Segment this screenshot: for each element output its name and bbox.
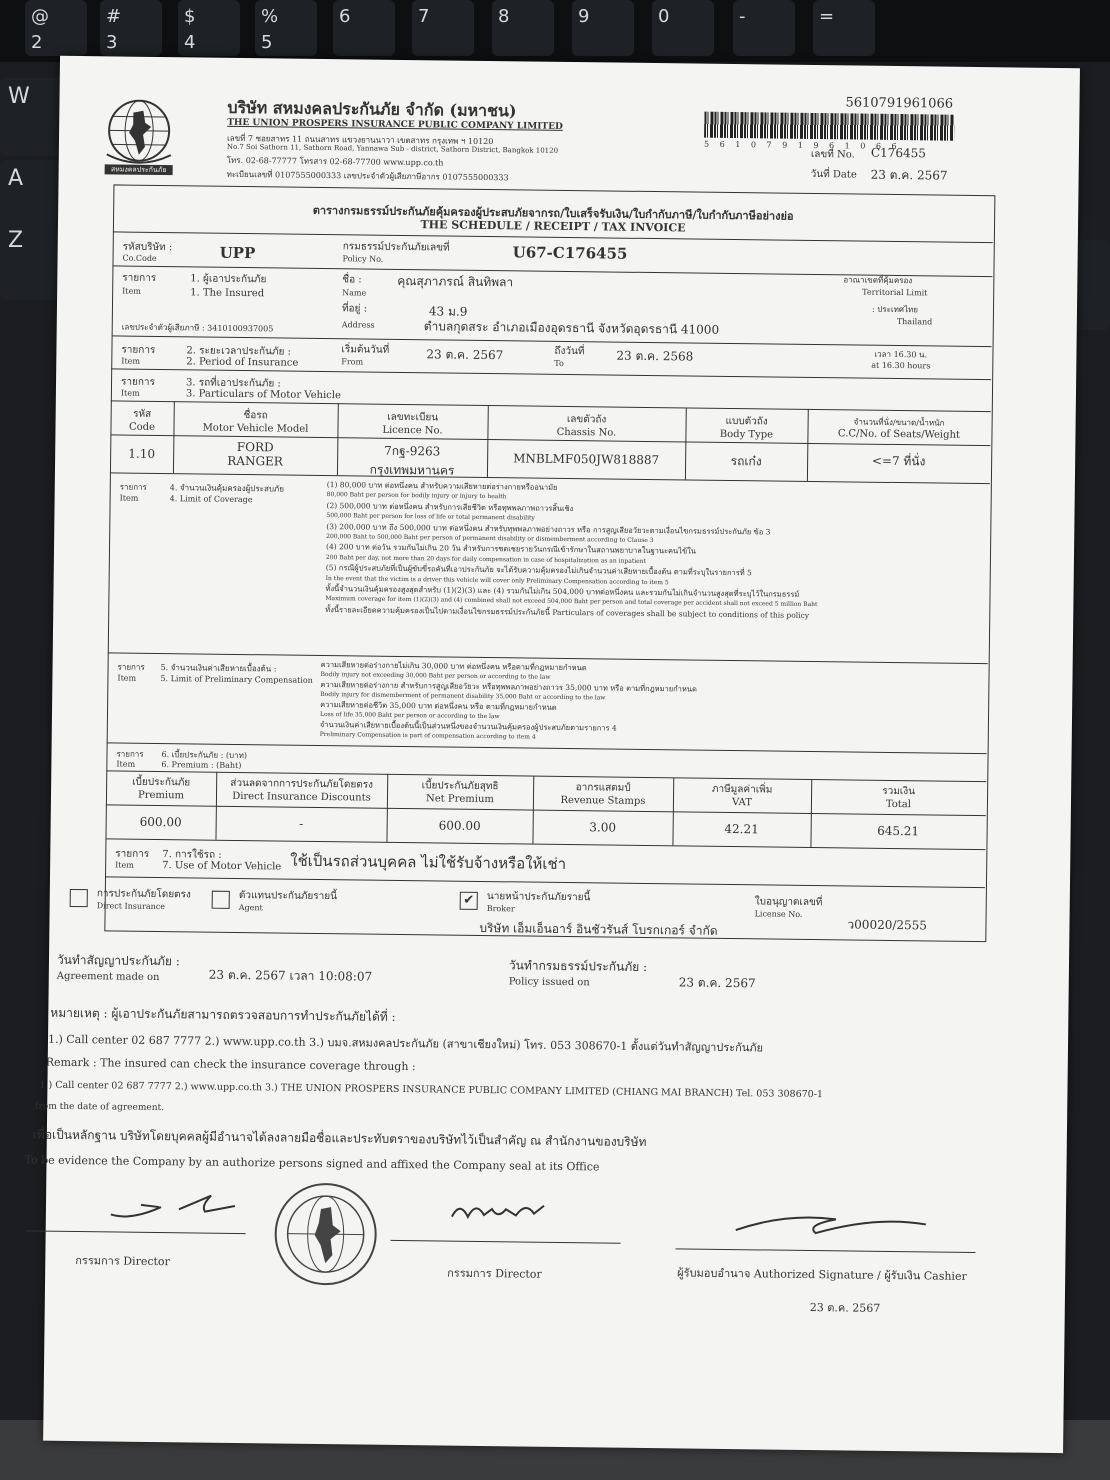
director1-label: กรรมการ Director xyxy=(75,1254,170,1269)
vehicle-header-code: รหัส Code xyxy=(128,408,156,433)
license-label-th: ใบอนุญาตเลขที่ xyxy=(754,896,823,909)
co-code-label-en: Co.Code xyxy=(122,253,157,263)
premium-header-premium: เบี้ยประกันภัย Premium xyxy=(132,776,191,802)
keyboard-key: 9 xyxy=(572,0,634,56)
director1-signature-icon xyxy=(101,1176,252,1228)
period-label-en: 2. Period of Insurance xyxy=(186,356,299,369)
period-from-value: 23 ต.ค. 2567 xyxy=(426,347,504,363)
territory-label-th: อาณาเขตที่คุ้มครอง xyxy=(843,275,913,286)
premium-header-net: เบี้ยประกันภัยสุทธิ Net Premium xyxy=(421,780,499,806)
barcode-digits: 5 6 1 0 7 9 1 9 6 1 0 6 6 xyxy=(703,139,901,152)
item-label-en: Item xyxy=(119,493,139,503)
evidence-th: เพื่อเป็นหลักฐาน บริษัทโดยบุคคลผู้มีอำนาจได้ลงลายมือชื่อและประทับตราของบริษัทไว้เป็นสำคัญ ณ สำนักงานของบริษัท xyxy=(32,1127,647,1150)
period-label-th: 2. ระยะเวลาประกันภัย : xyxy=(186,345,291,358)
keyboard-key: $ 4 xyxy=(178,0,240,56)
period-to-label-en: To xyxy=(554,358,564,368)
keyboard-key: # 3 xyxy=(100,0,162,56)
barcode-number: 5610791961066 xyxy=(845,95,954,112)
vehicle-label-th: 3. รถที่เอาประกันภัย : xyxy=(185,377,281,390)
broker-name: บริษัท เอ็มเอ็นอาร์ อินชัวรันส์ โบรกเกอร์ จำกัด xyxy=(479,920,718,938)
company-tax-line: ทะเบียนเลขที่ 0107555000333 เลขประจำตัวผู้เสียภาษีอากร 0107555000333 xyxy=(226,169,509,183)
item-label-th: รายการ xyxy=(116,749,144,759)
territory-label-en: Territorial Limit xyxy=(862,287,928,298)
keyboard-key: 6 xyxy=(333,0,395,56)
keyboard-key: 7 xyxy=(412,0,474,56)
title-th: ตารางกรมธรรม์ประกันภัยคุ้มครองผู้ประสบภัยจากรถ/ใบเสร็จรับเงิน/ใบกำกับภาษี/ใบกำกับภาษีอย่างย่อ xyxy=(312,203,794,223)
insured-name: คุณสุภาภรณ์ สินทิพลา xyxy=(397,273,514,290)
signature-line xyxy=(391,1240,621,1244)
direct-checkbox xyxy=(70,889,88,907)
coverage-label-th: 4. จำนวนเงินคุ้มครองผู้ประสบภัย xyxy=(169,483,284,494)
signature-line xyxy=(676,1248,976,1253)
authorized-signature-icon xyxy=(726,1204,946,1247)
doc-date-label: วันที่ Date xyxy=(810,168,857,181)
keyboard-key: - xyxy=(733,0,795,56)
agent-option: ตัวแทนประกันภัยรายนี้ Agent xyxy=(212,888,337,914)
broker-option: ✔ นายหน้าประกันภัยรายนี้ Broker xyxy=(460,889,591,915)
remark-line-en: 1.) Call center 02 687 7777 2.) www.upp.co.th 3.) THE UNION PROSPERS INSURANCE PUBLIC COMPANY LIMITED (CHIANG MAI BRANCH) Tel. 053 308670-1 xyxy=(39,1079,824,1101)
vehicle-header-body: แบบตัวถัง Body Type xyxy=(719,415,774,441)
period-time-th: เวลา 16.30 น. xyxy=(874,349,928,360)
policy-label-th: กรมธรรม์ประกันภัยเลขที่ xyxy=(342,241,450,254)
company-address-th: เลขที่ 7 ซอยสาทร 11 ถนนสาทร แขวงยานนาวา เขตสาทร กรุงเทพ ฯ 10120 xyxy=(226,133,494,147)
policy-issued-value: 23 ต.ค. 2567 xyxy=(678,975,756,991)
title-en: THE SCHEDULE / RECEIPT / TAX INVOICE xyxy=(420,218,686,235)
vehicle-header-model: ชื่อรถ Motor Vehicle Model xyxy=(202,410,309,435)
use-value: ใช้เป็นรถส่วนบุคคล ไม่ใช้รับจ้างหรือให้เช่า xyxy=(290,851,567,874)
name-label-en: Name xyxy=(342,288,367,298)
keyboard-key: 8 xyxy=(492,0,554,56)
compensation-label-en: 5. Limit of Preliminary Compensation xyxy=(160,674,313,685)
period-time-en: at 16.30 hours xyxy=(871,360,931,371)
item-label-th: รายการ xyxy=(117,662,145,672)
agreement-made-label-th: วันทำสัญญาประกันภัย : xyxy=(56,952,180,969)
co-code-label-th: รหัสบริษัท : xyxy=(122,241,173,254)
remark-line-th: 1.) Call center 02 687 7777 2.) www.upp.co.th 3.) บมจ.สหมงคลประกันภัย (สาขาเชียงใหม่) โทร. 053 308670-1 ตั้งแต่วันทำสัญญาประกันภัย xyxy=(47,1032,764,1055)
company-seal-icon xyxy=(270,1178,381,1289)
authorized-label: ผู้รับมอบอำนาจ Authorized Signature / ผู้รับเงิน Cashier xyxy=(677,1266,967,1283)
vehicle-body: รถเก๋ง xyxy=(730,453,762,469)
coverage-label-en: 4. Limit of Coverage xyxy=(169,494,253,505)
policy-number: U67-C176455 xyxy=(512,243,628,263)
policy-issued-label-en: Policy issued on xyxy=(508,976,590,989)
agreement-made-label-en: Agreement made on xyxy=(56,970,160,984)
doc-no-label: เลขที่ No. xyxy=(810,148,855,161)
policy-issued-label-th: วันทำกรมธรรม์ประกันภัย : xyxy=(508,958,648,975)
vehicle-header-licence: เลขทะเบียน Licence No. xyxy=(382,411,443,437)
coverage-details: (1) 80,000 บาท ต่อหนึ่งคน สำหรับความเสียหายต่อร่างกายหรืออนามัย 80,000 Baht per person for bodily injury or injury to health (2) 500,000 บาท ต่อหนึ่งคน สำหรับการเสียชีวิต หรือทุพพลภาพถาวรสิ้นเชิง 500,000 Baht per person for loss of life or total permanent disability (3) 200,000 บาท ถึง 500,000 บาท ต่อหนึ่งคน สำหรับทุพพลภาพอย่างถาวร หรือ การสูญเสียอวัยวะตามเงื่อนไขกรมธรรม์ประกันภัย ข้อ 3 200,000 Baht to 500,000 Baht per person of permanent disability or dismemberment according to Clause 3 (4) 200 บาท ต่อวัน รวมกันไม่เกิน 20 วัน สำหรับการชดเชยรายวันกรณีเข้ารักษาในสถานพยาบาลในฐานะคนไข้ใน 200 Baht per day, not more than 20 days for daily compensation in case of hospitalization as an inpatient (5) กรณีผู้ประสบภัยที่เป็นผู้ขับขี่รถคันที่เอาประกันภัย จะได้รับความคุ้มครองไม่เกินจำนวนค่าเสียหายเบื้องต้น ตามที่ระบุในรายการที่ 5 In the event that the victim is a driver this vehicle will cover only Preliminary Compensation according to item 5 ทั้งนี้จำนวนเงินคุ้มครองสูงสุดสำหรับ (1)(2)(3) และ (4) รวมกันไม่เกิน 504,000 บาทต่อหนึ่งคน และรวมกันไม่เกินจำนวนสูงสุดที่ระบุไว้ในกรมธรรม์ Maximum coverage for item (1)(2)(3) and (4) combined shall not exceed 504,000 Baht per person and total coverage per accident shall not exceed 5 million Baht ทั้งนี้รายละเอียดความคุ้มครองเป็นไปตามเงื่อนไขกรมธรรม์ประกันภัยนี้ Particulars of coverages shall be subject to conditions of this policy xyxy=(325,480,818,620)
address-line1: 43 ม.9 xyxy=(428,304,468,319)
address-label-en: Address xyxy=(341,320,375,330)
keyboard-key: @ 2 xyxy=(25,0,87,56)
compensation-label-th: 5. จำนวนเงินค่าเสียหายเบื้องต้น : xyxy=(160,663,277,674)
license-label-en: License No. xyxy=(754,909,803,919)
item-label-th: รายการ xyxy=(115,848,150,860)
keyboard-key-a: A xyxy=(0,160,90,238)
address-line2: ตำบลกุดสระ อำเภอเมืองอุดรธานี จังหวัดอุดรธานี 41000 xyxy=(423,319,720,337)
direct-insurance-option: การประกันภัยโดยตรง Direct Insurance xyxy=(70,886,191,911)
logo-caption: สหมงคลประกันภัย xyxy=(110,165,167,175)
premium-label-en: 6. Premium : (Baht) xyxy=(161,760,242,771)
vehicle-label-en: 3. Particulars of Motor Vehicle xyxy=(185,388,341,402)
vehicle-code: 1.10 xyxy=(128,446,156,461)
vehicle-licence: 7กฐ-9263 กรุงเทพมหานคร xyxy=(369,443,455,478)
license-value: ว00020/2555 xyxy=(847,917,928,933)
insured-label-en: 1. The Insured xyxy=(190,287,265,300)
compensation-details: ความเสียหายต่อร่างกายไม่เกิน 30,000 บาท ต่อหนึ่งคน หรือตามที่กฎหมายกำหนด Bodily injury not exceeding 30,000 Baht per person or according to the law ความเสียหายต่อร่างกาย สำหรับการสูญเสียอวัยวะ หรือทุพพลภาพอย่างถาวร 35,000 บาท หรือ ตามที่กฎหมายกำหนด Bodily injury for dismemberment of permanent disability 35,000 Baht or according to the law ความเสียหายต่อชีวิต 35,000 บาท ต่อหนึ่งคน หรือ ตามที่กฎหมายกำหนด Loss of life 35,000 Baht per person or according to the law จำนวนเงินค่าเสียหายเบื้องต้นนี้เป็นส่วนหนึ่งของจำนวนเงินคุ้มครองผู้ประสบภัยตามรายการ 4 Preliminary Compensation is part of compensation according to item 4 xyxy=(319,659,697,741)
premium-header-total: รวมเงิน Total xyxy=(882,785,916,811)
keyboard-key-z: Z xyxy=(0,222,90,300)
co-code-value: UPP xyxy=(219,243,256,263)
territory-value-en: Thailand xyxy=(896,317,933,327)
name-label-th: ชื่อ : xyxy=(342,274,362,286)
vehicle-chassis: MNBLMF050JW818887 xyxy=(513,451,660,468)
premium-value: 600.00 xyxy=(139,814,182,830)
total-value: 645.21 xyxy=(877,823,920,839)
keyboard-key-w: W xyxy=(0,78,90,156)
item-label-th: รายการ xyxy=(120,376,156,388)
discount-value: - xyxy=(299,816,304,831)
item-label-en: Item xyxy=(117,673,137,683)
company-name-en: THE UNION PROSPERS INSURANCE PUBLIC COMPANY LIMITED xyxy=(227,117,563,132)
item-label-th: รายการ xyxy=(119,482,147,492)
remark-title-th: หมายเหตุ : ผู้เอาประกันภัยสามารถตรวจสอบการทำประกันภัยได้ที่ : xyxy=(50,1005,396,1024)
agreement-made-value: 23 ต.ค. 2567 เวลา 10:08:07 xyxy=(208,967,373,984)
vehicle-seats: <=7 ที่นั่ง xyxy=(871,453,926,469)
company-address-en: No.7 Soi Sathorn 11, Sathorn Road, Yannawa Sub - district, Sathorn District, Bangkok 10120 xyxy=(226,142,559,155)
premium-header-discounts: ส่วนลดจากการประกันภัยโดยตรง Direct Insurance Discounts xyxy=(230,777,374,804)
doc-date-value: 23 ต.ค. 2567 xyxy=(870,167,948,183)
barcode xyxy=(704,112,954,141)
keyboard-background xyxy=(0,0,1110,62)
vat-value: 42.21 xyxy=(724,821,759,837)
item-label-en: Item xyxy=(116,759,136,769)
item-label-en: Item xyxy=(122,286,141,296)
director2-label: กรรมการ Director xyxy=(447,1266,542,1281)
item-label-en: Item xyxy=(120,388,140,398)
signature-line xyxy=(26,1230,246,1234)
insured-tax-id: เลขประจำตัวผู้เสียภาษี : 3410100937005 xyxy=(121,322,274,334)
keyboard-key: = xyxy=(813,0,875,56)
agent-checkbox xyxy=(212,891,230,909)
item-label-en: Item xyxy=(115,860,134,870)
item-label-en: Item xyxy=(121,356,141,366)
period-to-label-th: ถึงวันที่ xyxy=(554,345,585,358)
item-label-th: รายการ xyxy=(121,344,156,356)
territory-value-th: : ประเทศไทย xyxy=(871,304,919,315)
vehicle-model: FORD RANGER xyxy=(227,439,283,469)
vehicle-header-chassis: เลขตัวถัง Chassis No. xyxy=(556,413,617,439)
director2-signature-icon xyxy=(446,1191,556,1232)
premium-header-stamps: อากรแสตมป์ Revenue Stamps xyxy=(560,782,646,807)
use-label-th: 7. การใช้รถ : xyxy=(162,849,222,861)
period-from-label-en: From xyxy=(341,357,364,367)
address-label-th: ที่อยู่ : xyxy=(341,303,368,315)
signature-date: 23 ต.ค. 2567 xyxy=(809,1301,881,1315)
net-premium-value: 600.00 xyxy=(438,818,481,833)
keyboard-key: % 5 xyxy=(255,0,317,56)
company-phone: โทร. 02-68-77777 โทรสาร 02-68-77700 www.upp.co.th xyxy=(226,155,444,168)
remark-line-en-2: from the date of agreement. xyxy=(35,1101,165,1114)
premium-label-th: 6. เบี้ยประกันภัย : (บาท) xyxy=(161,750,248,761)
stamps-value: 3.00 xyxy=(589,820,617,835)
company-name-th: บริษัท สหมงคลประกันภัย จำกัด (มหาชน) xyxy=(227,97,517,121)
doc-no-value: C176455 xyxy=(870,145,926,161)
broker-checkbox-checked: ✔ xyxy=(460,892,478,910)
vehicle-header-seats: จำนวนที่นั่ง/ขนาด/น้ำหนัก C.C/No. of Seats/Weight xyxy=(837,417,961,441)
remark-title-en: Remark : The insured can check the insurance coverage through : xyxy=(45,1055,416,1074)
period-to-value: 23 ต.ค. 2568 xyxy=(616,348,694,364)
company-logo xyxy=(99,96,180,177)
item-label-th: รายการ xyxy=(122,272,157,284)
keyboard-key: 0 xyxy=(652,0,714,56)
premium-header-vat: ภาษีมูลค่าเพิ่ม VAT xyxy=(711,783,773,809)
insured-label-th: 1. ผู้เอาประกันภัย xyxy=(190,273,267,286)
period-from-label-th: เริ่มต้นวันที่ xyxy=(341,344,390,356)
use-label-en: 7. Use of Motor Vehicle xyxy=(162,860,282,873)
evidence-en: To be evidence the Company by an authorize persons signed and affixed the Company seal at its Office xyxy=(24,1153,600,1174)
policy-label-en: Policy No. xyxy=(342,254,384,264)
insurance-document xyxy=(24,56,1080,1453)
